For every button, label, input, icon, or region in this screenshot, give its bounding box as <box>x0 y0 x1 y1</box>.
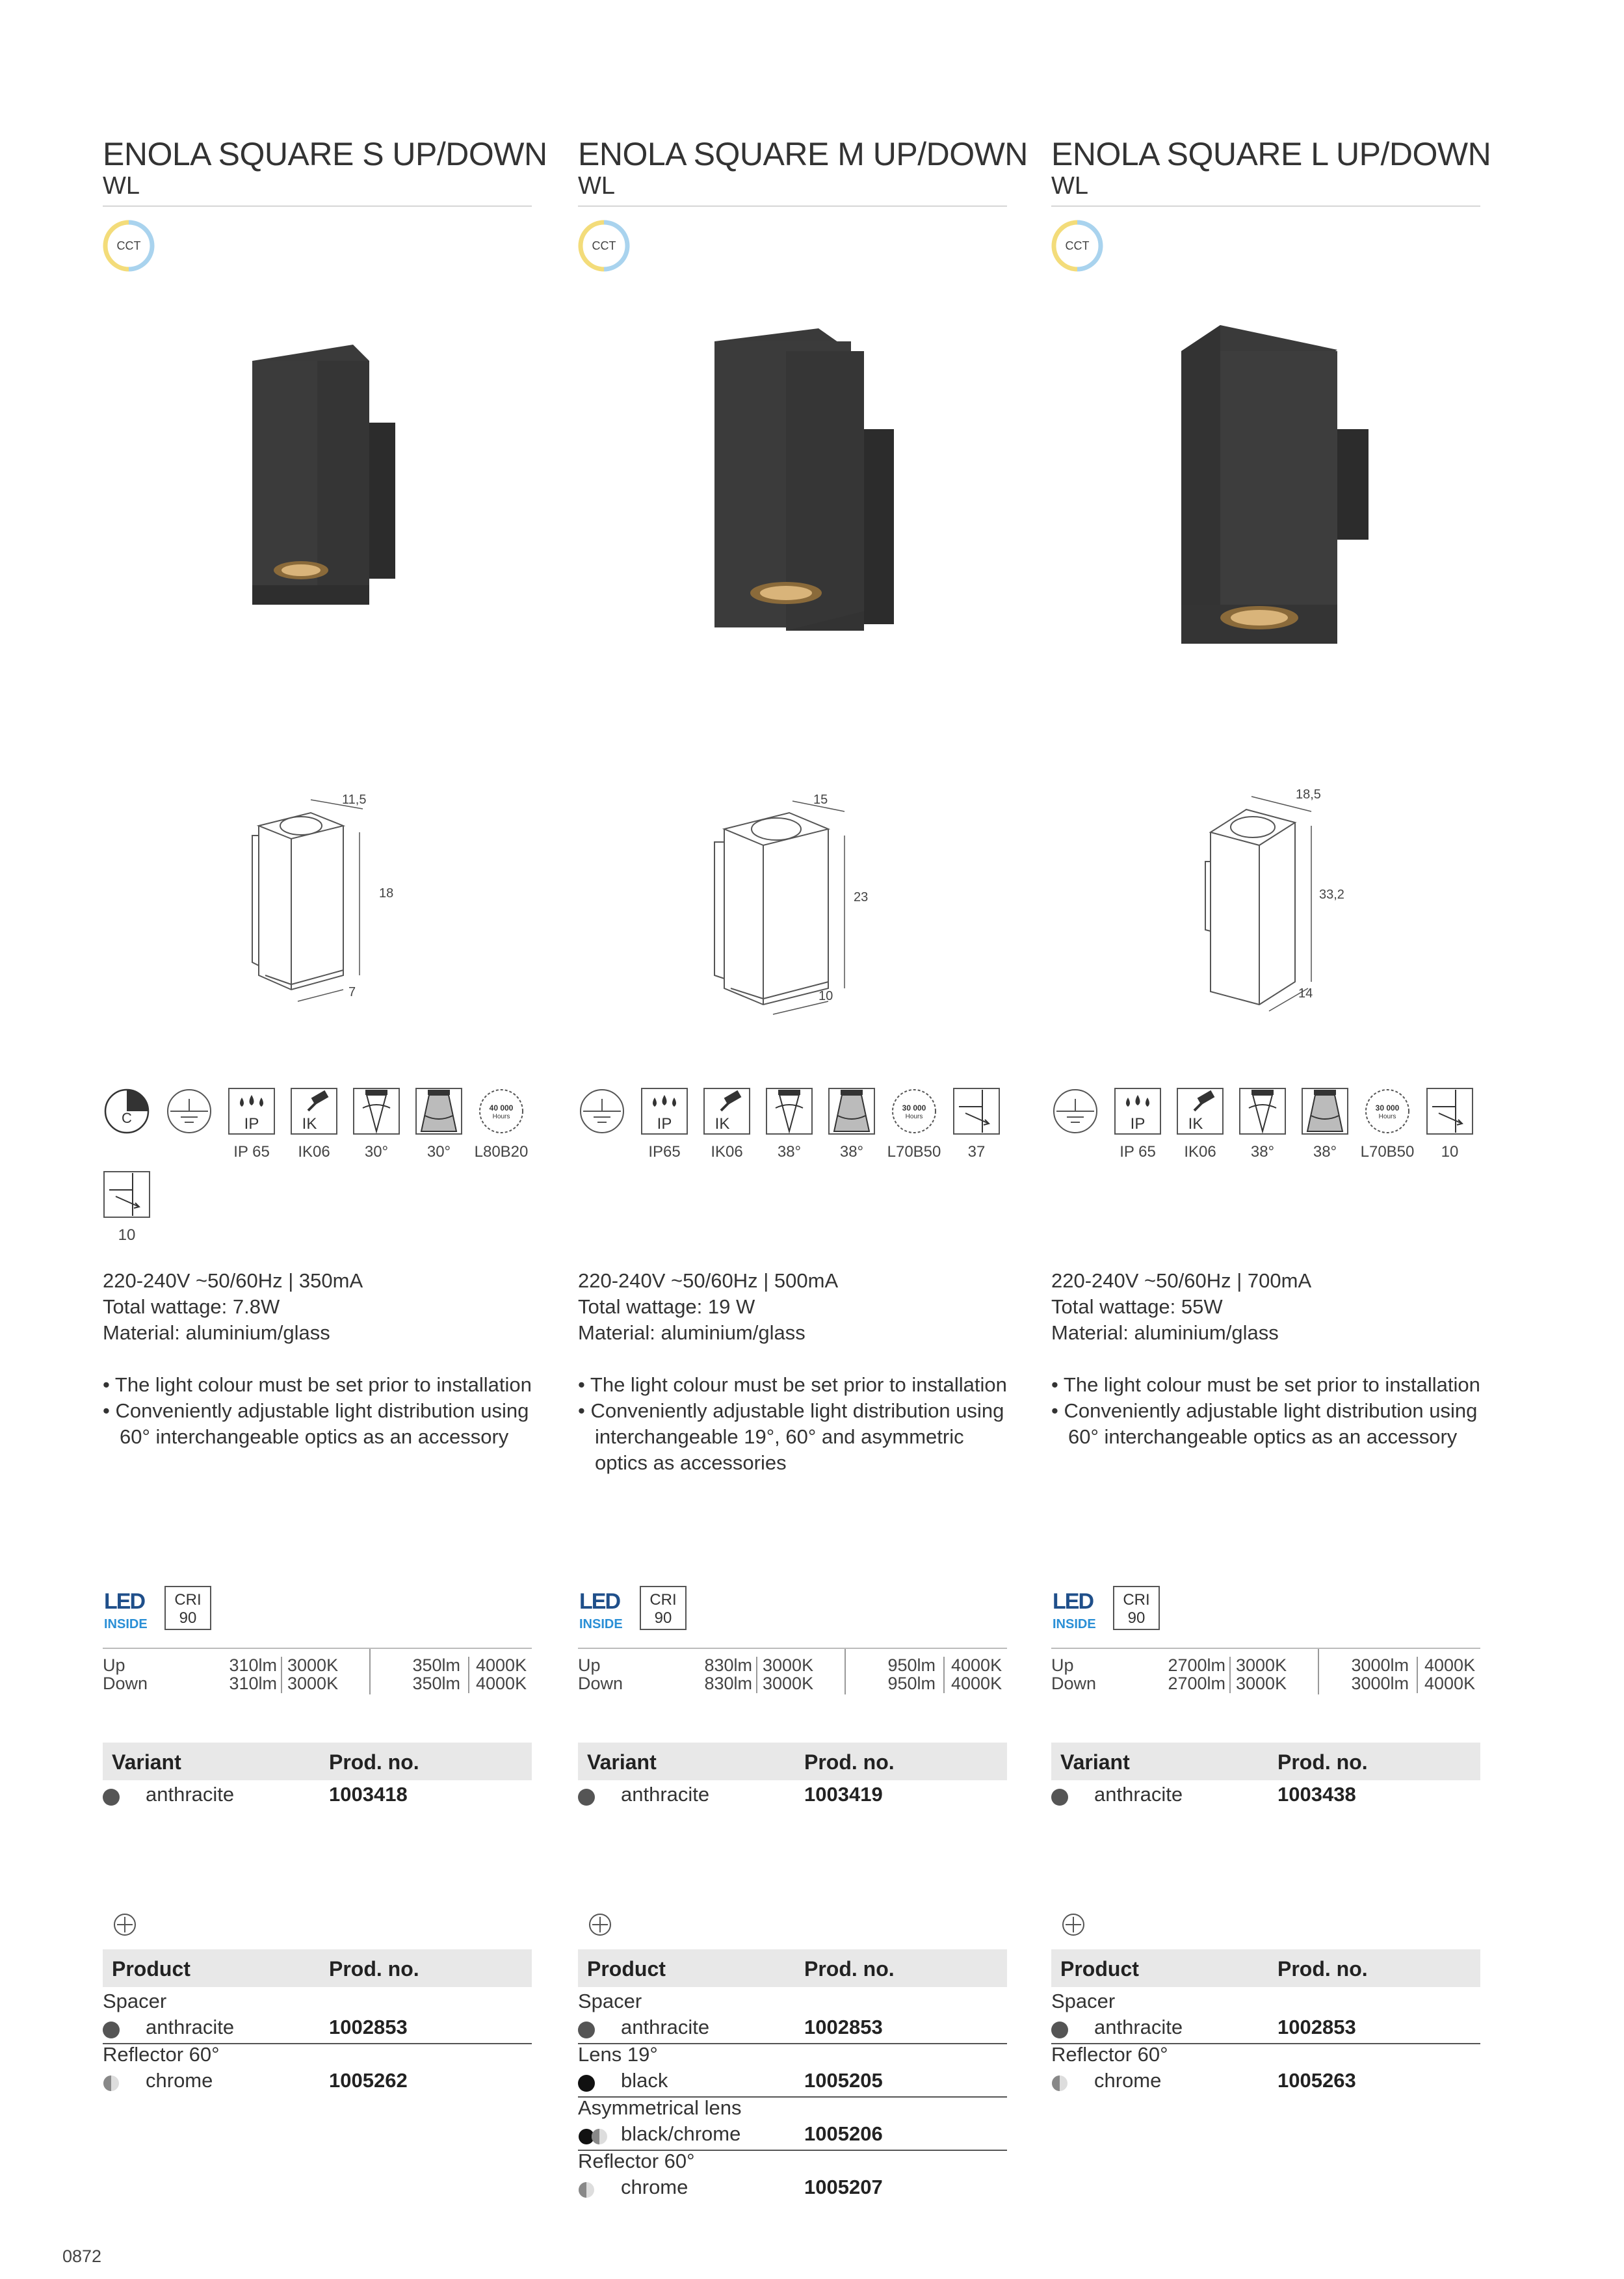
dimension-drawing <box>103 780 532 1040</box>
led-inside-badge <box>578 1585 695 1632</box>
cct-label: CCT <box>592 239 616 252</box>
chrome-swatch <box>103 2075 120 2092</box>
product-column-l <box>1051 0 1491 2279</box>
dim-height: 23 <box>854 890 869 904</box>
feature-bullets <box>1051 1372 1480 1450</box>
lumen-row-down: Down 310lm 3000K 350lm 4000K <box>103 1674 527 1693</box>
cri-value: 90 <box>1127 1609 1146 1627</box>
dim-height: 18 <box>379 886 394 901</box>
dim-width: 18,5 <box>1296 787 1321 802</box>
anthracite-swatch <box>1051 2022 1068 2038</box>
bullet-item: • Conveniently adjustable light distribution using 60° interchangeable optics as an accessory <box>103 1399 529 1448</box>
dimmable-icon <box>103 1087 151 1152</box>
svg-text:40 000: 40 000 <box>489 1103 514 1113</box>
product-column-m <box>578 0 1028 2279</box>
product-title: ENOLA SQUARE S UP/DOWN <box>103 136 547 172</box>
variant-table-header: Variant Prod. no. <box>103 1743 532 1780</box>
accessory-title: Spacer <box>103 1990 167 2012</box>
spec-line: 220-240V ~50/60Hz | 350mA <box>103 1269 363 1292</box>
min-distance-label: 37 <box>967 1143 986 1161</box>
dimmer-letter: C <box>122 1110 132 1126</box>
led-inside-label: INSIDE <box>104 1617 148 1631</box>
product-subtitle: WL <box>578 172 615 200</box>
lumen-table <box>1051 1648 1480 1701</box>
bullet-item: • Conveniently adjustable light distribution using 60° interchangeable optics as an accessory <box>1051 1399 1478 1448</box>
feature-bullets <box>103 1372 532 1450</box>
svg-text:IP: IP <box>657 1115 672 1133</box>
cri-label: CRI <box>174 1591 202 1609</box>
accessory-title: Reflector 60° <box>578 2150 695 2172</box>
color-swatch <box>578 1789 595 1806</box>
accessory-row: chrome 1005207 <box>578 2176 1007 2203</box>
accessories-plus-icon <box>1060 1912 1086 1938</box>
product-title: ENOLA SQUARE M UP/DOWN <box>578 136 1028 172</box>
accessory-title: Lens 19° <box>578 2043 658 2066</box>
beam-down-icon <box>828 1087 876 1161</box>
ik-label: IK06 <box>1184 1143 1216 1161</box>
ip-rating-icon <box>640 1087 688 1161</box>
bullet-item: • Conveniently adjustable light distribution using interchangeable 19°, 60° and asymmetric optics as accessories <box>578 1399 1004 1474</box>
variant-row: anthracite 1003418 <box>103 1783 532 1811</box>
feature-bullets <box>578 1372 1007 1476</box>
dim-depth: 7 <box>348 985 356 999</box>
spec-line: Material: aluminium/glass <box>103 1321 330 1344</box>
dimension-drawing <box>578 780 1007 1040</box>
cct-icon <box>103 220 155 272</box>
accessory-title: Asymmetrical lens <box>578 2096 742 2119</box>
led-inside-badge <box>1051 1585 1168 1632</box>
spec-line: Material: aluminium/glass <box>1051 1321 1279 1344</box>
accessory-row: anthracite 1002853 <box>578 2016 1007 2043</box>
product-subtitle: WL <box>1051 172 1088 200</box>
beam-down-icon <box>1301 1087 1349 1161</box>
product-photo <box>103 280 532 702</box>
ik-rating-icon <box>703 1087 751 1161</box>
accessory-row: black 1005205 <box>578 2069 1007 2096</box>
chrome-swatch <box>1051 2075 1068 2092</box>
lifetime-label: L70B50 <box>1360 1143 1415 1161</box>
beam-angle-down: 38° <box>1313 1143 1337 1161</box>
variant-table-header: Variant Prod. no. <box>1051 1743 1480 1780</box>
ip-rating-icon <box>1114 1087 1162 1161</box>
variant-row: anthracite 1003438 <box>1051 1783 1480 1811</box>
ik-label: IK06 <box>711 1143 743 1161</box>
lumen-row-up: Up 310lm 3000K 350lm 4000K <box>103 1655 527 1675</box>
lifetime-label: L70B50 <box>887 1143 941 1161</box>
bullet-item: • The light colour must be set prior to installation <box>1051 1373 1480 1396</box>
led-inside-badge <box>103 1585 220 1632</box>
dim-width: 15 <box>813 793 828 807</box>
spec-line: Total wattage: 19 W <box>578 1295 755 1318</box>
led-inside-label: INSIDE <box>579 1617 623 1631</box>
cri-value: 90 <box>654 1609 672 1627</box>
lifetime-icon <box>474 1087 529 1161</box>
lumen-table <box>578 1648 1007 1701</box>
feature-icons <box>578 1087 1020 1159</box>
color-swatch <box>103 1789 120 1806</box>
black-chrome-swatch <box>578 2128 609 2145</box>
earth-icon <box>578 1087 626 1152</box>
svg-text:LED: LED <box>579 1589 620 1614</box>
lumen-row-down: Down 2700lm 3000K 3000lm 4000K <box>1051 1674 1476 1693</box>
cri-value: 90 <box>179 1609 197 1627</box>
svg-text:IK: IK <box>302 1115 317 1133</box>
accessory-title: Spacer <box>1051 1990 1116 2012</box>
accessory-row: chrome 1005262 <box>103 2069 532 2096</box>
variant-row: anthracite 1003419 <box>578 1783 1007 1811</box>
title-divider <box>578 205 1007 207</box>
svg-text:30 000: 30 000 <box>902 1103 926 1113</box>
dimension-drawing <box>1051 780 1480 1040</box>
svg-text:LED: LED <box>1053 1589 1093 1614</box>
spec-line: Total wattage: 7.8W <box>103 1295 280 1318</box>
ip-label: IP 65 <box>233 1143 270 1161</box>
spec-line: 220-240V ~50/60Hz | 700mA <box>1051 1269 1312 1292</box>
cct-label: CCT <box>1065 239 1090 252</box>
svg-text:Hours: Hours <box>1378 1113 1396 1120</box>
product-title: ENOLA SQUARE L UP/DOWN <box>1051 136 1491 172</box>
svg-text:30 000: 30 000 <box>1375 1103 1400 1113</box>
earth-icon <box>1051 1087 1099 1152</box>
svg-text:Hours: Hours <box>905 1113 923 1120</box>
beam-down-icon <box>415 1087 463 1161</box>
accessory-table-header: Product Prod. no. <box>578 1949 1007 1987</box>
product-photo <box>578 280 1007 702</box>
feature-icons <box>1051 1087 1493 1159</box>
ik-rating-icon <box>1176 1087 1224 1161</box>
lumen-table <box>103 1648 532 1701</box>
svg-text:IP: IP <box>244 1115 259 1133</box>
electrical-specs <box>578 1268 838 1346</box>
variant-table-header: Variant Prod. no. <box>578 1743 1007 1780</box>
black-swatch <box>578 2075 595 2092</box>
chrome-swatch <box>578 2181 595 2198</box>
accessory-table-header: Product Prod. no. <box>103 1949 532 1987</box>
lifetime-icon <box>887 1087 941 1161</box>
accessory-row: anthracite 1002853 <box>103 2016 532 2043</box>
spec-line: Material: aluminium/glass <box>578 1321 805 1344</box>
beam-up-icon <box>1238 1087 1287 1161</box>
feature-icons <box>103 1087 545 1159</box>
lumen-row-up: Up 830lm 3000K 950lm 4000K <box>578 1655 1002 1675</box>
color-swatch <box>1051 1789 1068 1806</box>
dim-depth: 14 <box>1298 986 1313 1001</box>
electrical-specs <box>1051 1268 1311 1346</box>
svg-text:IK: IK <box>714 1115 730 1133</box>
lifetime-label: L80B20 <box>474 1143 529 1161</box>
min-distance-label: 10 <box>118 1226 136 1244</box>
earth-icon <box>165 1087 213 1152</box>
cct-label: CCT <box>116 239 141 252</box>
accessories-plus-icon <box>112 1912 138 1938</box>
beam-angle-down: 30° <box>426 1143 451 1161</box>
accessory-table-header: Product Prod. no. <box>1051 1949 1480 1987</box>
cct-icon <box>1051 220 1103 272</box>
beam-angle-up: 38° <box>1250 1143 1275 1161</box>
dim-height: 33,2 <box>1319 888 1344 902</box>
cct-icon <box>578 220 630 272</box>
product-subtitle: WL <box>103 172 140 200</box>
accessories-plus-icon <box>587 1912 613 1938</box>
svg-text:IP: IP <box>1130 1115 1146 1133</box>
beam-up-icon <box>765 1087 813 1161</box>
beam-angle-up: 30° <box>364 1143 389 1161</box>
beam-angle-down: 38° <box>839 1143 864 1161</box>
svg-text:Hours: Hours <box>492 1113 510 1120</box>
svg-text:LED: LED <box>104 1589 144 1614</box>
min-distance-icon <box>952 1087 1001 1161</box>
page-number: 0872 <box>62 2246 102 2266</box>
bullet-item: • The light colour must be set prior to installation <box>578 1373 1007 1396</box>
svg-text:IK: IK <box>1188 1115 1203 1133</box>
dim-width: 11,5 <box>342 793 367 807</box>
title-divider <box>1051 205 1480 207</box>
accessory-row: anthracite 1002853 <box>1051 2016 1480 2043</box>
anthracite-swatch <box>578 2022 595 2038</box>
ip-label: IP 65 <box>1120 1143 1156 1161</box>
min-distance-icon <box>103 1170 151 1248</box>
accessory-title: Reflector 60° <box>103 2043 220 2066</box>
product-column-s <box>103 0 547 2279</box>
min-distance-icon <box>1426 1087 1474 1161</box>
spec-line: 220-240V ~50/60Hz | 500mA <box>578 1269 839 1292</box>
ip-rating-icon <box>228 1087 276 1161</box>
cri-label: CRI <box>1123 1591 1150 1609</box>
cri-label: CRI <box>649 1591 677 1609</box>
product-photo <box>1051 280 1480 702</box>
accessory-row: black/chrome 1005206 <box>578 2122 1007 2150</box>
accessory-title: Reflector 60° <box>1051 2043 1168 2066</box>
title-divider <box>103 205 532 207</box>
ik-rating-icon <box>290 1087 338 1161</box>
lumen-row-down: Down 830lm 3000K 950lm 4000K <box>578 1674 1002 1693</box>
lifetime-icon <box>1360 1087 1415 1161</box>
accessory-title: Spacer <box>578 1990 642 2012</box>
ik-label: IK06 <box>298 1143 330 1161</box>
led-inside-label: INSIDE <box>1053 1617 1096 1631</box>
min-distance-label: 10 <box>1441 1143 1459 1161</box>
dim-depth: 10 <box>819 989 833 1003</box>
bullet-item: • The light colour must be set prior to installation <box>103 1373 532 1396</box>
beam-up-icon <box>352 1087 400 1161</box>
lumen-row-up: Up 2700lm 3000K 3000lm 4000K <box>1051 1655 1476 1675</box>
ip-label: IP65 <box>648 1143 681 1161</box>
spec-line: Total wattage: 55W <box>1051 1295 1223 1318</box>
anthracite-swatch <box>103 2022 120 2038</box>
beam-angle-up: 38° <box>777 1143 802 1161</box>
accessory-row: chrome 1005263 <box>1051 2069 1480 2096</box>
electrical-specs <box>103 1268 363 1346</box>
